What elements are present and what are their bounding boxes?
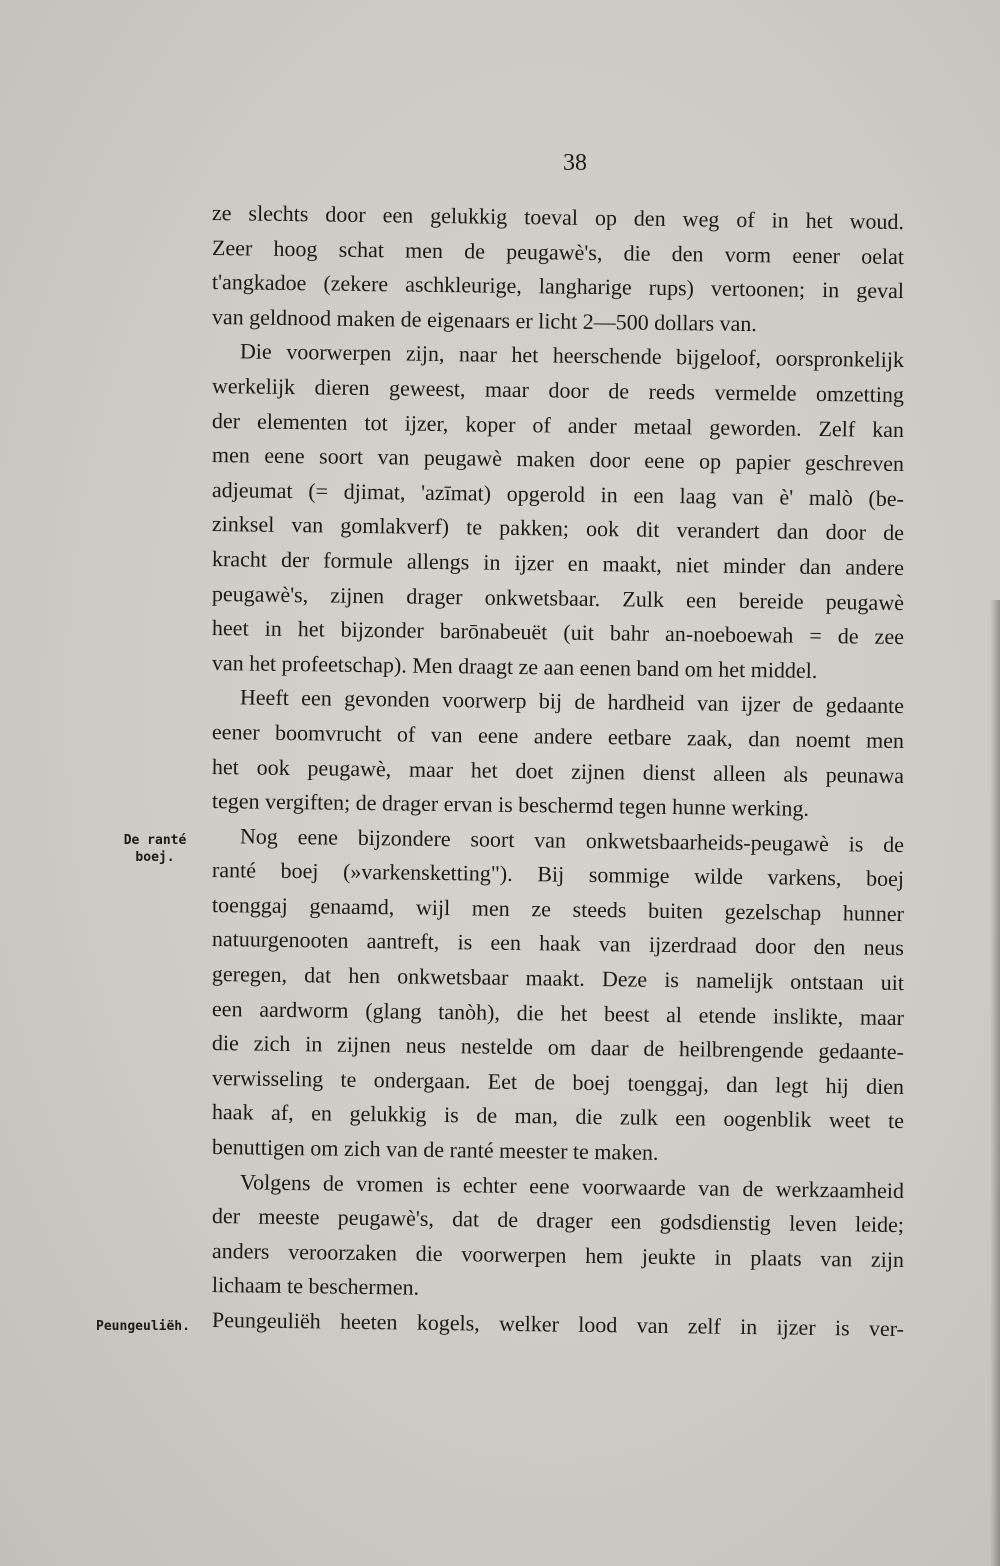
text-line: natuurgenooten aantreft, is een haak van ijzerdraad door den neus	[211, 926, 905, 961]
text-line: zinksel van gomlakverf) te pakken; ook dit verandert dan door de	[211, 511, 905, 546]
text-line: Peungeuliëh heeten kogels, welker lood van zelf in ijzer is ver-	[211, 1307, 905, 1342]
text-line: men eene soort van peugawè maken door eene op papier geschreven	[211, 442, 905, 477]
text-line: benuttigen om zich van de ranté meester te maken.	[211, 1134, 659, 1165]
text-line: van geldnood maken de eigenaars er licht 2—500 dollars van.	[211, 303, 758, 336]
text-line: tegen vergiften; de drager ervan is beschermd tegen hunne werking.	[211, 788, 810, 821]
text-line: haak af, en gelukkig is de man, die zulk een oogenblik weet te	[211, 1099, 905, 1134]
text-line: geregen, dat hen onkwetsbaar maakt. Deze is namelijk ontstaan uit	[211, 961, 905, 996]
text-line: lichaam te beschermen.	[211, 1272, 420, 1301]
text-line: van het profeetschap). Men draagt ze aan eenen band om het middel.	[211, 649, 818, 683]
text-line: Heeft een gevonden voorwerp bij de hardheid van ijzer de gedaante	[239, 684, 905, 719]
text-line: ze slechts door een gelukkig toeval op den weg of in het woud.	[211, 200, 905, 235]
text-line: Die voorwerpen zijn, naar het heerschende bijgeloof, oorspronkelijk	[239, 338, 905, 373]
text-line: ranté boej (»varkensketting"). Bij sommige wilde varkens, boej	[211, 857, 905, 892]
text-line: toenggaj genaamd, wijl men ze steeds buiten gezelschap hunner	[211, 891, 905, 926]
text-line: Volgens de vromen is echter eene voorwaarde van de werkzaamheid	[239, 1168, 905, 1203]
margin-note-rante-line-2: boej.	[135, 850, 175, 865]
text-line: heet in het bijzonder barōnabeuët (uit bahr an-noeboewah = de zee	[211, 615, 905, 650]
page-edge-shadow	[990, 600, 1000, 1566]
margin-note-peungeulieh: Peungeuliëh.	[96, 1319, 190, 1334]
body-text	[211, 196, 905, 1342]
text-line: het ook peugawè, maar het doet zijnen dienst alleen als peunawa	[211, 753, 905, 788]
margin-note-rante-line-1: De ranté	[123, 833, 187, 848]
text-line: die zich in zijnen neus nestelde om daar de heilbrengende gedaante-	[211, 1030, 905, 1065]
text-line: anders veroorzaken die voorwerpen hem jeukte in plaats van zijn	[211, 1237, 905, 1272]
text-line: t'angkadoe (zekere aschkleurige, langharige rups) vertoonen; in geval	[211, 269, 905, 304]
text-line: der elementen tot ijzer, koper of ander metaal geworden. Zelf kan	[211, 407, 905, 442]
page-number: 38	[563, 150, 587, 176]
text-line: peugawè's, zijnen drager onkwetsbaar. Zulk een bereide peugawè	[211, 580, 905, 615]
text-line: der meeste peugawè's, dat de drager een godsdienstig leven leide;	[211, 1203, 905, 1238]
text-line: Zeer hoog schat men de peugawè's, die den vorm eener oelat	[211, 234, 905, 269]
text-line: adjeumat (= djimat, 'azīmat) opgerold in een laag van è' malò (be-	[211, 476, 905, 511]
text-line: eener boomvrucht of van eene andere eetbare zaak, dan noemt men	[211, 718, 905, 753]
text-line: een aardworm (glang tanòh), die het beest al etende inslikte, maar	[211, 995, 905, 1030]
text-line: werkelijk dieren geweest, maar door de reeds vermelde omzetting	[211, 372, 905, 408]
text-line: kracht der formule allengs in ijzer en maakt, niet minder dan andere	[211, 545, 905, 580]
margin-note-rante-boej	[110, 832, 200, 866]
text-line: Nog eene bijzondere soort van onkwetsbaarheids-peugawè is de	[239, 823, 905, 857]
text-line: verwisseling te ondergaan. Eet de boej toenggaj, dan legt hij dien	[211, 1064, 905, 1099]
